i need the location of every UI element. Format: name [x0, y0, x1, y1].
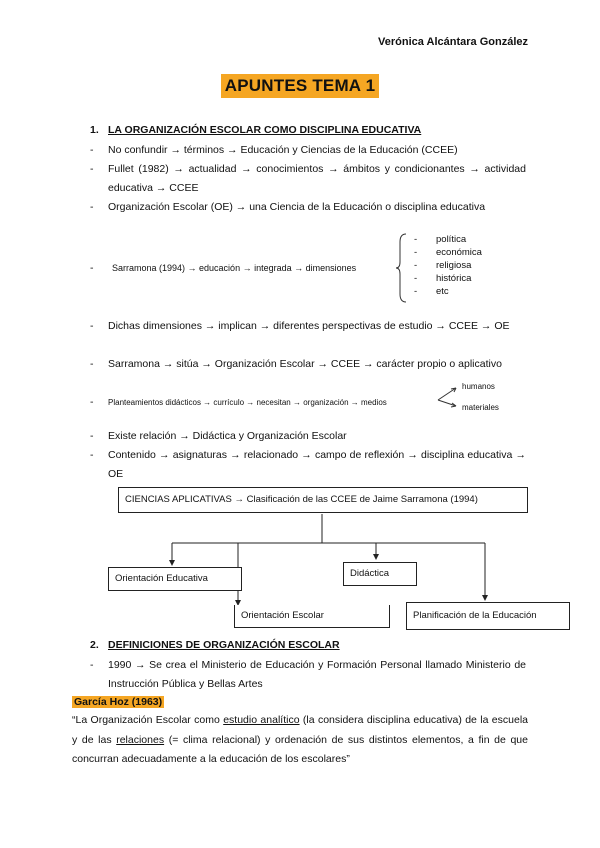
list-item-sarramona: - Sarramona (1994) → educación → integrada → dimensiones — [90, 259, 410, 278]
dimension-item: - etc — [414, 286, 449, 297]
list-item: - Sarramona → sitúa → Organización Escolar → CCEE → carácter propio o aplicativo — [90, 355, 526, 374]
bullet-text: Existe relación → Didáctica y Organización Escolar — [108, 430, 347, 442]
bullet-text: Contenido → asignaturas → relacionado → campo de reflexión → disciplina educativa → OE — [108, 449, 526, 480]
branch-materiales: materiales — [462, 403, 499, 412]
bullet-text: 1990 → Se crea el Ministerio de Educación y Formación Personal llamado Ministerio de Instrucción Pública y Bellas Artes — [108, 659, 526, 690]
list-item: - Fullet (1982) → actualidad → conocimientos → ámbitos y condicionantes → actividad educativa → CCEE — [90, 160, 526, 198]
author-reference: García Hoz (1963) — [74, 696, 163, 708]
underlined-term: estudio analítico — [223, 714, 300, 726]
bullet-text: Organización Escolar (OE) → una Ciencia de la Educación o disciplina educativa — [108, 201, 486, 213]
bullet-text: Dichas dimensiones → implican → diferentes perspectivas de estudio → CCEE → OE — [108, 320, 510, 332]
planteamientos-text: Planteamientos didácticos → currículo → necesitan → organización → medios — [108, 398, 387, 407]
diagram-node-planificacion: Planificación de la Educación — [406, 602, 570, 630]
list-item-planteamientos: - Planteamientos didácticos → currículo → necesitan → organización → medios — [90, 393, 450, 412]
branch-humanos: humanos — [462, 382, 495, 391]
section-2-heading — [90, 639, 340, 651]
definition-quote: “La Organización Escolar como estudio analítico (la considera disciplina educativa) de la escuela y de las relaciones (= clima relacional) y ordenación de sus distintos elementos, a fin de que concurran adecuadamente a la educación de los escolares” — [72, 714, 528, 765]
diagram-node-orientacion-educativa: Orientación Educativa — [108, 567, 242, 591]
diagram-node-didactica: Didáctica — [343, 562, 417, 586]
diagram-root-box: CIENCIAS APLICATIVAS → Clasificación de las CCEE de Jaime Sarramona (1994) — [118, 487, 528, 513]
list-item: - 1990 → Se crea el Ministerio de Educación y Formación Personal llamado Ministerio de Instrucción Pública y Bellas Artes — [90, 656, 526, 694]
list-item: - Existe relación → Didáctica y Organización Escolar — [90, 427, 526, 446]
dimension-item: - histórica — [414, 273, 472, 284]
author-name: Verónica Alcántara González — [378, 36, 528, 48]
section-2-title: DEFINICIONES DE ORGANIZACIÓN ESCOLAR — [108, 639, 340, 651]
bullet-text: Sarramona → sitúa → Organización Escolar → CCEE → carácter propio o aplicativo — [108, 358, 502, 370]
section-1-title: LA ORGANIZACIÓN ESCOLAR COMO DISCIPLINA EDUCATIVA — [108, 124, 422, 136]
list-item: - Dichas dimensiones → implican → diferentes perspectivas de estudio → CCEE → OE — [90, 317, 526, 336]
bullet-text: No confundir → términos → Educación y Ciencias de la Educación (CCEE) — [108, 144, 458, 156]
underlined-term: relaciones — [116, 733, 165, 746]
section-1-number: 1. — [90, 124, 99, 136]
diagram-node-orientacion-escolar: Orientación Escolar — [234, 605, 390, 628]
dimension-item: - política — [414, 234, 467, 245]
list-item: - Organización Escolar (OE) → una Ciencia de la Educación o disciplina educativa — [90, 198, 526, 217]
dimension-item: - económica — [414, 247, 482, 258]
bullet-text: Fullet (1982) → actualidad → conocimientos → ámbitos y condicionantes → actividad educativa → CCEE — [108, 163, 526, 194]
page-title: APUNTES TEMA 1 — [221, 74, 379, 98]
sarramona-text: Sarramona (1994) → educación → integrada → dimensiones — [112, 263, 357, 273]
section-2-number: 2. — [90, 639, 99, 651]
list-item: - No confundir → términos → Educación y Ciencias de la Educación (CCEE) — [90, 141, 526, 160]
dimension-item: - religiosa — [414, 260, 472, 271]
list-item: - Contenido → asignaturas → relacionado → campo de reflexión → disciplina educativa → OE — [90, 446, 526, 484]
